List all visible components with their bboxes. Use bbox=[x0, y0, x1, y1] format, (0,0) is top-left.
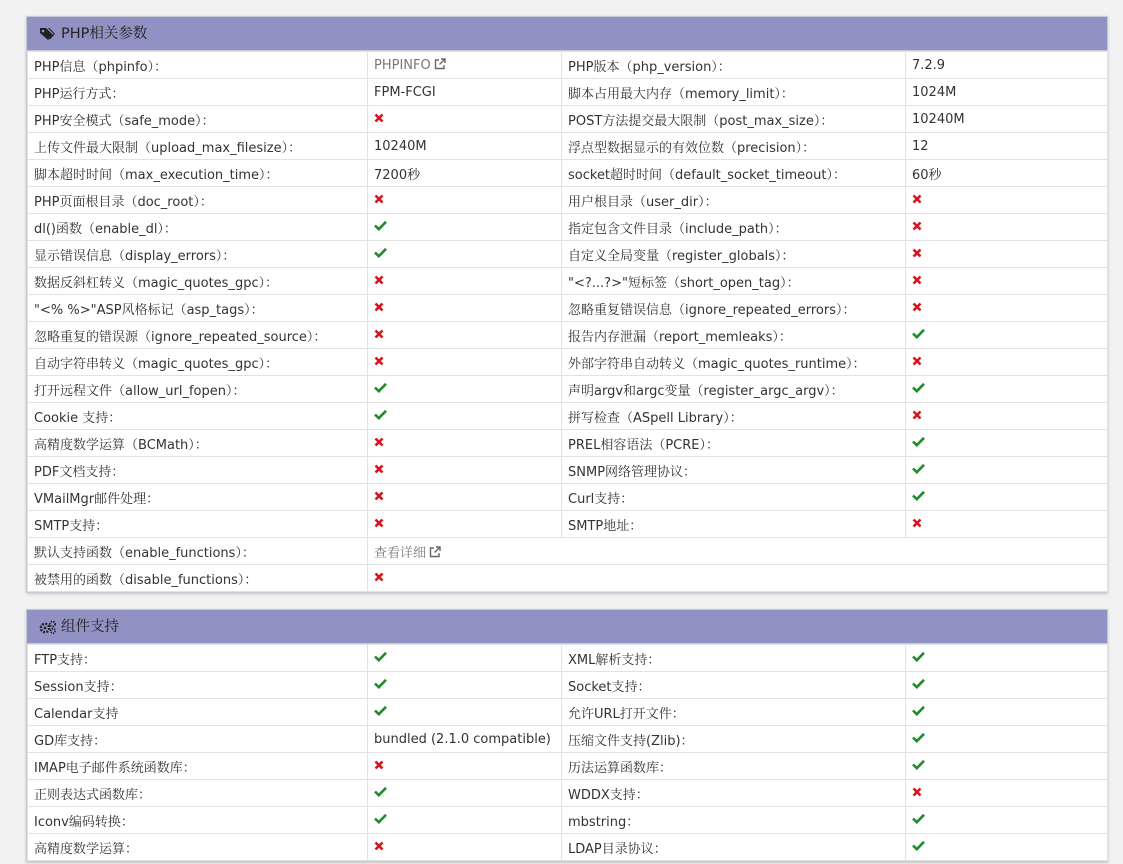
param-label: "<?...?>"短标签（short_open_tag）： bbox=[562, 268, 906, 295]
param-value: 7200秒 bbox=[374, 167, 421, 183]
cross-icon bbox=[374, 491, 388, 501]
param-label: PDF文档支持： bbox=[28, 457, 368, 484]
param-label: 拼写检查（ASpell Library）： bbox=[562, 403, 906, 430]
param-label: PREL相容语法（PCRE）： bbox=[562, 430, 906, 457]
param-label: 高精度数学运算（BCMath）： bbox=[28, 430, 368, 457]
param-value-cell bbox=[368, 349, 562, 376]
param-value-cell bbox=[368, 187, 562, 214]
param-label: 压缩文件支持(Zlib)： bbox=[562, 726, 906, 753]
param-value: 1024M bbox=[912, 84, 957, 100]
param-value-cell bbox=[906, 106, 1108, 133]
param-value-cell bbox=[906, 160, 1108, 187]
param-value-cell bbox=[906, 726, 1108, 753]
param-label: mbstring： bbox=[562, 807, 906, 834]
param-value-cell bbox=[368, 726, 562, 753]
check-icon bbox=[912, 759, 926, 770]
cross-icon bbox=[374, 113, 388, 123]
param-value-cell bbox=[368, 241, 562, 268]
param-value-cell bbox=[368, 753, 562, 780]
table-row bbox=[28, 187, 1108, 214]
param-label: 报告内存泄漏（report_memleaks）： bbox=[562, 322, 906, 349]
param-label: PHP信息（phpinfo）： bbox=[28, 52, 368, 79]
param-label: 脚本超时时间（max_execution_time）： bbox=[28, 160, 368, 187]
param-value-cell bbox=[906, 780, 1108, 807]
table-row bbox=[28, 160, 1108, 187]
param-value-cell bbox=[906, 834, 1108, 861]
param-value-cell bbox=[368, 484, 562, 511]
param-value-cell bbox=[368, 322, 562, 349]
external-link-icon bbox=[429, 546, 441, 558]
detail-link[interactable] bbox=[374, 546, 441, 561]
check-icon bbox=[912, 678, 926, 689]
cross-icon bbox=[912, 302, 926, 312]
param-value-cell bbox=[906, 187, 1108, 214]
components-title: 组件支持 bbox=[61, 619, 119, 635]
param-label: IMAP电子邮件系统函数库： bbox=[28, 753, 368, 780]
cross-icon bbox=[374, 464, 388, 474]
param-label: PHP运行方式： bbox=[28, 79, 368, 106]
param-label: 自定义全局变量（register_globals）： bbox=[562, 241, 906, 268]
param-label: Cookie 支持： bbox=[28, 403, 368, 430]
param-value-cell bbox=[906, 52, 1108, 79]
param-value-cell bbox=[906, 295, 1108, 322]
table-row bbox=[28, 726, 1108, 753]
table-row bbox=[28, 241, 1108, 268]
table-row bbox=[28, 403, 1108, 430]
param-label: 脚本占用最大内存（memory_limit）： bbox=[562, 79, 906, 106]
param-label: Curl支持： bbox=[562, 484, 906, 511]
param-value-cell bbox=[368, 52, 562, 79]
detail-link-label[interactable]: 查看详细 bbox=[374, 545, 427, 561]
param-value: bundled (2.1.0 compatible) bbox=[374, 731, 551, 747]
param-label: 打开远程文件（allow_url_fopen）： bbox=[28, 376, 368, 403]
param-label: XML解析支持： bbox=[562, 645, 906, 672]
param-value-cell bbox=[906, 403, 1108, 430]
param-value-cell bbox=[906, 214, 1108, 241]
cross-icon bbox=[912, 194, 926, 204]
param-label: 高精度数学运算： bbox=[28, 834, 368, 861]
php-params-table bbox=[27, 51, 1108, 592]
param-value-cell bbox=[368, 268, 562, 295]
check-icon bbox=[374, 247, 388, 258]
param-value-cell bbox=[368, 106, 562, 133]
param-label: LDAP目录协议： bbox=[562, 834, 906, 861]
param-label: Socket支持： bbox=[562, 672, 906, 699]
cross-icon bbox=[912, 787, 926, 797]
table-row bbox=[28, 106, 1108, 133]
param-label: 用户根目录（user_dir）： bbox=[562, 187, 906, 214]
table-row bbox=[28, 672, 1108, 699]
param-label: 声明argv和argc变量（register_argc_argv）： bbox=[562, 376, 906, 403]
php-params-title: PHP相关参数 bbox=[61, 26, 148, 42]
tags-icon bbox=[39, 27, 57, 41]
check-icon bbox=[912, 813, 926, 824]
check-icon bbox=[912, 651, 926, 662]
check-icon bbox=[374, 382, 388, 393]
param-label: 允许URL打开文件： bbox=[562, 699, 906, 726]
param-value-cell bbox=[906, 241, 1108, 268]
check-icon bbox=[374, 705, 388, 716]
param-label: SMTP地址： bbox=[562, 511, 906, 538]
check-icon bbox=[912, 490, 926, 501]
param-label: SMTP支持： bbox=[28, 511, 368, 538]
param-value-cell bbox=[906, 457, 1108, 484]
table-row bbox=[28, 295, 1108, 322]
param-value: 12 bbox=[912, 138, 929, 154]
param-value: 10240M bbox=[912, 111, 965, 127]
cross-icon bbox=[912, 248, 926, 258]
param-value-cell bbox=[368, 403, 562, 430]
detail-link-label[interactable]: PHPINFO bbox=[374, 57, 431, 73]
param-value: 60秒 bbox=[912, 167, 942, 183]
param-value-cell bbox=[368, 214, 562, 241]
param-value-cell bbox=[906, 322, 1108, 349]
php-params-header bbox=[27, 17, 1107, 51]
cross-icon bbox=[374, 760, 388, 770]
cogs-icon bbox=[39, 620, 57, 634]
check-icon bbox=[912, 328, 926, 339]
cross-icon bbox=[374, 841, 388, 851]
table-row bbox=[28, 52, 1108, 79]
param-label: 指定包含文件目录（include_path）： bbox=[562, 214, 906, 241]
param-label: Calendar支持 bbox=[28, 699, 368, 726]
param-value-cell bbox=[368, 133, 562, 160]
table-row bbox=[28, 834, 1108, 861]
table-row bbox=[28, 133, 1108, 160]
check-icon bbox=[912, 840, 926, 851]
param-value-cell bbox=[906, 753, 1108, 780]
param-value-cell bbox=[906, 79, 1108, 106]
table-row bbox=[28, 430, 1108, 457]
table-row bbox=[28, 645, 1108, 672]
cross-icon bbox=[374, 437, 388, 447]
param-value-cell bbox=[906, 430, 1108, 457]
param-value-cell bbox=[368, 295, 562, 322]
param-label: FTP支持： bbox=[28, 645, 368, 672]
cross-icon bbox=[912, 275, 926, 285]
cross-icon bbox=[374, 572, 388, 582]
cross-icon bbox=[374, 275, 388, 285]
param-label: Session支持： bbox=[28, 672, 368, 699]
param-value-cell bbox=[906, 672, 1108, 699]
param-label: socket超时时间（default_socket_timeout）： bbox=[562, 160, 906, 187]
param-label: 浮点型数据显示的有效位数（precision）： bbox=[562, 133, 906, 160]
param-label: SNMP网络管理协议： bbox=[562, 457, 906, 484]
table-row bbox=[28, 268, 1108, 295]
param-label: 显示错误信息（display_errors）： bbox=[28, 241, 368, 268]
param-value-cell bbox=[368, 79, 562, 106]
param-value-cell bbox=[368, 834, 562, 861]
param-label: 正则表达式函数库： bbox=[28, 780, 368, 807]
cross-icon bbox=[912, 518, 926, 528]
table-row bbox=[28, 484, 1108, 511]
param-value-cell bbox=[368, 538, 1108, 565]
cross-icon bbox=[374, 302, 388, 312]
components-panel bbox=[26, 609, 1108, 862]
table-row bbox=[28, 807, 1108, 834]
check-icon bbox=[912, 463, 926, 474]
param-label: GD库支持： bbox=[28, 726, 368, 753]
cross-icon bbox=[374, 329, 388, 339]
cross-icon bbox=[374, 194, 388, 204]
cross-icon bbox=[374, 356, 388, 366]
param-value-cell bbox=[368, 672, 562, 699]
param-label: 忽略重复错误信息（ignore_repeated_errors）： bbox=[562, 295, 906, 322]
param-label: "<% %>"ASP风格标记（asp_tags）： bbox=[28, 295, 368, 322]
detail-link[interactable] bbox=[374, 58, 446, 73]
param-value-cell bbox=[368, 430, 562, 457]
param-value-cell bbox=[906, 699, 1108, 726]
check-icon bbox=[912, 382, 926, 393]
check-icon bbox=[912, 436, 926, 447]
param-value-cell bbox=[368, 807, 562, 834]
param-label: 被禁用的函数（disable_functions）： bbox=[28, 565, 368, 592]
param-value-cell bbox=[906, 484, 1108, 511]
param-label: 默认支持函数（enable_functions）： bbox=[28, 538, 368, 565]
table-row bbox=[28, 79, 1108, 106]
param-value-cell bbox=[368, 457, 562, 484]
param-label: PHP页面根目录（doc_root）： bbox=[28, 187, 368, 214]
param-value: 7.2.9 bbox=[912, 57, 946, 73]
check-icon bbox=[374, 651, 388, 662]
check-icon bbox=[374, 813, 388, 824]
cross-icon bbox=[374, 518, 388, 528]
param-value-cell bbox=[368, 645, 562, 672]
cross-icon bbox=[912, 410, 926, 420]
param-value-cell bbox=[368, 565, 1108, 592]
check-icon bbox=[912, 705, 926, 716]
php-params-panel bbox=[26, 16, 1108, 593]
param-value: FPM-FCGI bbox=[374, 84, 436, 100]
param-label: PHP版本（php_version）： bbox=[562, 52, 906, 79]
param-value-cell bbox=[906, 807, 1108, 834]
check-icon bbox=[374, 220, 388, 231]
param-label: POST方法提交最大限制（post_max_size）： bbox=[562, 106, 906, 133]
table-row bbox=[28, 349, 1108, 376]
param-value-cell bbox=[368, 511, 562, 538]
param-label: WDDX支持： bbox=[562, 780, 906, 807]
param-label: 历法运算函数库： bbox=[562, 753, 906, 780]
table-row bbox=[28, 565, 1108, 592]
param-label: VMailMgr邮件处理： bbox=[28, 484, 368, 511]
table-row bbox=[28, 214, 1108, 241]
cross-icon bbox=[912, 221, 926, 231]
param-label: 自动字符串转义（magic_quotes_gpc）： bbox=[28, 349, 368, 376]
param-label: 外部字符串自动转义（magic_quotes_runtime）： bbox=[562, 349, 906, 376]
param-label: 数据反斜杠转义（magic_quotes_gpc）： bbox=[28, 268, 368, 295]
param-label: 忽略重复的错误源（ignore_repeated_source）： bbox=[28, 322, 368, 349]
check-icon bbox=[912, 732, 926, 743]
table-row bbox=[28, 457, 1108, 484]
param-label: Iconv编码转换： bbox=[28, 807, 368, 834]
check-icon bbox=[374, 786, 388, 797]
param-label: 上传文件最大限制（upload_max_filesize）： bbox=[28, 133, 368, 160]
param-value-cell bbox=[906, 349, 1108, 376]
check-icon bbox=[374, 409, 388, 420]
param-value-cell bbox=[368, 780, 562, 807]
param-value-cell bbox=[906, 376, 1108, 403]
table-row bbox=[28, 322, 1108, 349]
table-row bbox=[28, 376, 1108, 403]
cross-icon bbox=[912, 356, 926, 366]
check-icon bbox=[374, 678, 388, 689]
table-row bbox=[28, 511, 1108, 538]
table-row bbox=[28, 538, 1108, 565]
param-value-cell bbox=[906, 133, 1108, 160]
table-row bbox=[28, 699, 1108, 726]
param-value-cell bbox=[368, 160, 562, 187]
param-value-cell bbox=[906, 645, 1108, 672]
param-label: dl()函数（enable_dl）： bbox=[28, 214, 368, 241]
param-value: 10240M bbox=[374, 138, 427, 154]
param-value-cell bbox=[906, 511, 1108, 538]
param-value-cell bbox=[368, 699, 562, 726]
components-table bbox=[27, 644, 1108, 861]
table-row bbox=[28, 780, 1108, 807]
param-value-cell bbox=[906, 268, 1108, 295]
table-row bbox=[28, 753, 1108, 780]
param-label: PHP安全模式（safe_mode）： bbox=[28, 106, 368, 133]
external-link-icon bbox=[434, 58, 446, 70]
param-value-cell bbox=[368, 376, 562, 403]
components-header bbox=[27, 610, 1107, 644]
